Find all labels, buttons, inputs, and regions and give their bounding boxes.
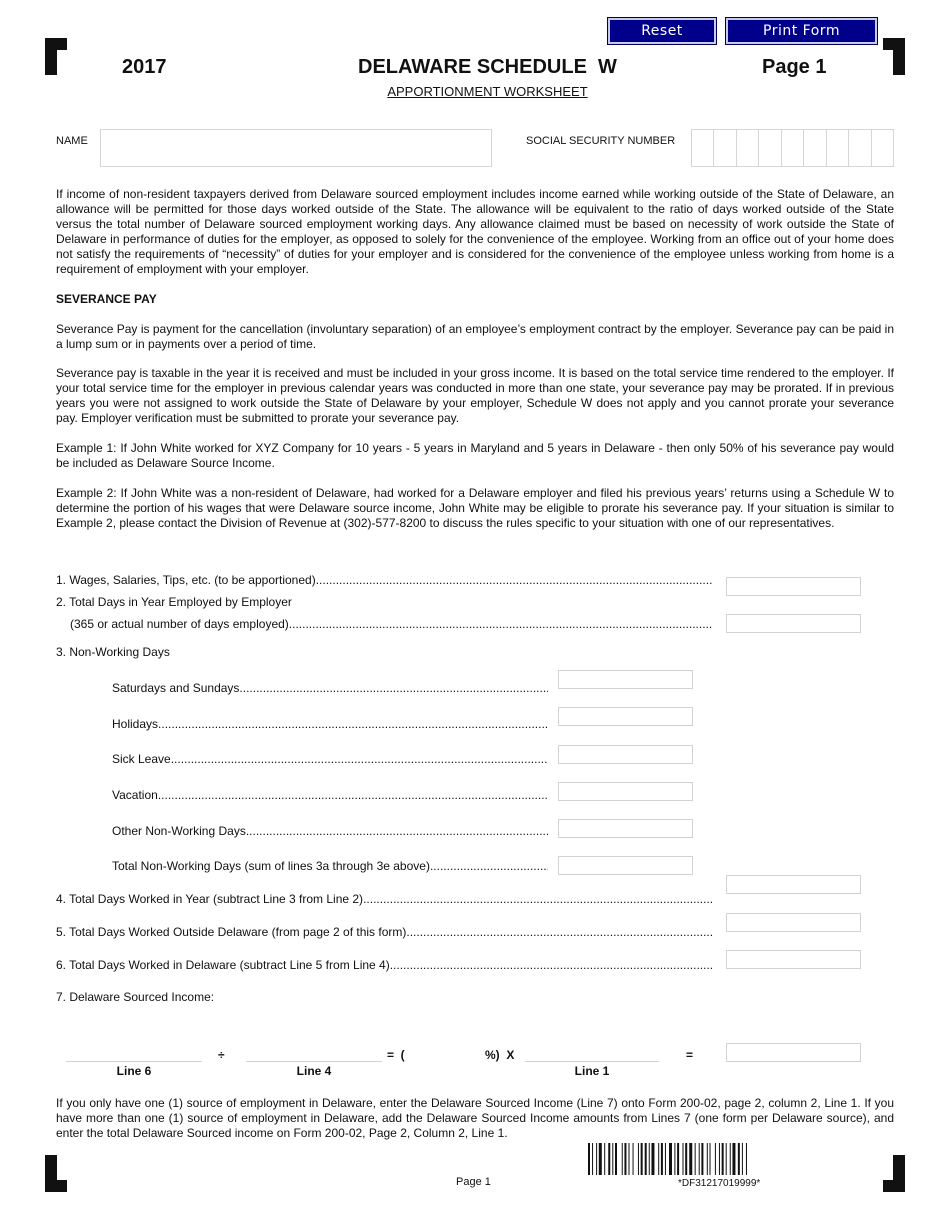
barcode-bar [732,1143,735,1175]
line-3d-row [112,788,548,802]
line-1-input[interactable] [726,577,861,596]
line-3b-row [112,717,548,731]
barcode-bar [689,1143,692,1175]
name-input[interactable] [100,129,492,167]
divide-sign: ÷ [218,1048,225,1062]
barcode-bar [695,1143,696,1175]
line-3e-input[interactable] [558,819,693,838]
barcode-bar [726,1143,727,1175]
barcode-bar [665,1143,666,1175]
name-label: NAME [56,135,88,147]
barcode-text: *DF31217019999* [678,1178,761,1189]
ssn-digit-cell[interactable] [827,130,849,166]
severance-paragraph-2: Severance pay is taxable in the year it is received and must be included in your gross income. It is based on the total service time rendered to the employer. If your total service time for the employer in previous calendar years was conducted in more than one state, your severance pay may be prorated. If in previous years you were not assigned to work outside the State of Delaware by your employer, Schedule W does not apply and you cannot prorate your severance pay. Employer verification must be submitted to prorate your severance pay. [56,366,894,425]
line-1-row [56,573,712,587]
barcode-bar [629,1143,630,1175]
line-3f-row [112,859,548,873]
line-3d-input[interactable] [558,782,693,801]
line-2-label: 2. Total Days in Year Employed by Employer [56,595,292,609]
line-2-input[interactable] [726,614,861,633]
barcode-bar [651,1143,654,1175]
example-2-paragraph: Example 2: If John White was a non-resident of Delaware, had worked for a Delaware employer and filed his previous years’ returns using a Schedule W to determine the portion of his wages that were Delaware source income, John White may be eligible to prorate his severance pay. If your situation is similar to Example 2, please contact the Division of Revenue at (302)-577-8200 to discuss the rules specific to your situation with one of our representatives. [56,486,894,530]
severance-heading: SEVERANCE PAY [56,292,157,306]
line-3e-label: Other Non-Working Days [112,824,246,838]
line-7-label: 7. Delaware Sourced Income: [56,990,215,1004]
line-3d-label: Vacation [112,788,158,802]
form-subtitle: APPORTIONMENT WORKSHEET [387,84,588,99]
corner-notch-br [883,1155,893,1180]
line-2-sub-label: (365 or actual number of days employed) [70,617,289,631]
ssn-digit-cell[interactable] [737,130,759,166]
reset-button[interactable]: Reset [608,18,716,44]
barcode-bar [599,1143,602,1175]
equals-open-paren: = ( [387,1048,405,1062]
line-4-row [56,892,712,906]
barcode-bar [641,1143,643,1175]
line-6-input[interactable] [726,950,861,969]
line-6-row [56,958,712,972]
example-1-paragraph: Example 1: If John White worked for XYZ Company for 10 years - 5 years in Maryland and 5 years in Delaware - then only 50% of his severance pay would be included as Delaware Source Income. [56,441,894,470]
barcode-bar [746,1143,747,1175]
line-3b-input[interactable] [558,707,693,726]
barcode-bar [604,1143,605,1175]
barcode-bar [592,1143,593,1175]
calc-label-line-1: Line 1 [574,1064,610,1078]
line-3-label: 3. Non-Working Days [56,645,170,659]
line-4-label: 4. Total Days Worked in Year (subtract Line 3 from Line 2) [56,892,364,906]
corner-notch-tr [883,50,893,75]
barcode-image [588,1143,858,1175]
calc-label-line-4: Line 4 [296,1064,332,1078]
line-6-label: 6. Total Days Worked in Delaware (subtract Line 5 from Line 4) [56,958,390,972]
line-3c-label: Sick Leave [112,752,171,766]
barcode-bar [596,1143,597,1175]
ssn-digit-cell[interactable] [872,130,893,166]
barcode-bar [683,1143,684,1175]
line-3a-input[interactable] [558,670,693,689]
barcode-bar [612,1143,613,1175]
barcode-bar [588,1143,590,1175]
equals-sign: = [686,1048,694,1062]
intro-paragraph: If income of non-resident taxpayers derived from Delaware sourced employment includes income earned while working outside of the State of Delaware, an allowance will be permitted for those days worked outside of the State. The allowance will be equivalent to the ratio of days worked outside of the State versus the total number of Delaware sourced employment working days. Any allowance claimed must be based on necessity of work outside the State of Delaware in performance of duties for the employer, as opposed to solely for the convenience of the employee. Working from an office out of your home does not satisfy the requirements of “necessity” of duties for your employer and is considered for the convenience of the employee unless working from home is a requirement of employment with your employer. [56,187,894,276]
barcode-bar [615,1143,617,1175]
ssn-digit-cell[interactable] [759,130,781,166]
line-5-row [56,925,712,939]
barcode-bar [730,1143,731,1175]
barcode-bar [624,1143,626,1175]
ssn-digit-cell[interactable] [714,130,736,166]
barcode-bar [638,1143,639,1175]
ssn-digit-cell[interactable] [804,130,826,166]
barcode-bar [699,1143,700,1175]
page-number-footer: Page 1 [456,1176,491,1188]
calc-label-line-6: Line 6 [116,1064,152,1078]
barcode-bar [645,1143,647,1175]
barcode-bar [677,1143,679,1175]
line-3c-row [112,752,548,766]
barcode-bar [649,1143,650,1175]
line-4-input[interactable] [726,875,861,894]
line-7-result-input[interactable] [726,1043,861,1062]
print-form-button[interactable]: Print Form [726,18,877,44]
page-number-header: Page 1 [762,56,827,78]
severance-paragraph-1: Severance Pay is payment for the cancellation (involuntary separation) of an employee’s employment contract by the employer. Severance pay can be paid in a lump sum or in payments over a period of time. [56,322,894,351]
calc-line-6-input[interactable] [66,1061,202,1062]
barcode-bar [722,1143,724,1175]
line-3f-input[interactable] [558,856,693,875]
barcode-bar [719,1143,720,1175]
footer-note: If you only have one (1) source of employment in Delaware, enter the Delaware Sourced Income (Line 7) onto Form 200-02, page 2, column 2, Line 1. If you have more than one (1) source of employment in Delaware, add the Delaware Sourced Income amounts from Lines 7 (one form per Delaware source), and enter the total Delaware Sourced income on Form 200-02, Page 2, Column 2, Line 1. [56,1096,894,1140]
line-1-label: 1. Wages, Salaries, Tips, etc. (to be apportioned) [56,573,316,587]
barcode-bar [622,1143,623,1175]
line-3b-label: Holidays [112,717,159,731]
barcode-bar [707,1143,708,1175]
barcode-bar [669,1143,672,1175]
line-3a-row [112,681,548,695]
calc-line-1-input[interactable] [525,1061,659,1062]
ssn-label: SOCIAL SECURITY NUMBER [526,135,676,147]
form-title: DELAWARE SCHEDULE W [358,56,617,78]
barcode-bar [710,1143,711,1175]
barcode-bar [715,1143,716,1175]
barcode-bar [674,1143,675,1175]
line-3a-label: Saturdays and Sundays [112,681,240,695]
ssn-digit-cell[interactable] [849,130,871,166]
calc-line-4-input[interactable] [246,1061,382,1062]
barcode-bar [742,1143,743,1175]
barcode-bar [738,1143,740,1175]
line-3f-label: Total Non-Working Days (sum of lines 3a through 3e above) [112,859,430,873]
line-5-label: 5. Total Days Worked Outside Delaware (from page 2 of this form) [56,925,407,939]
line-3e-row [112,824,548,838]
barcode-bar [608,1143,610,1175]
ssn-digit-cell[interactable] [692,130,714,166]
line-2-row [70,617,712,631]
line-5-input[interactable] [726,913,861,932]
line-3c-input[interactable] [558,745,693,764]
corner-notch-bl [57,1155,67,1180]
barcode-bar [701,1143,703,1175]
form-year: 2017 [122,56,167,78]
ssn-input[interactable] [691,129,894,167]
barcode-bar [661,1143,663,1175]
barcode-bar [633,1143,634,1175]
ssn-digit-cell[interactable] [782,130,804,166]
corner-notch-tl [57,50,67,75]
percent-times: %) X [485,1048,515,1062]
barcode-bar [685,1143,687,1175]
barcode-bar [658,1143,659,1175]
